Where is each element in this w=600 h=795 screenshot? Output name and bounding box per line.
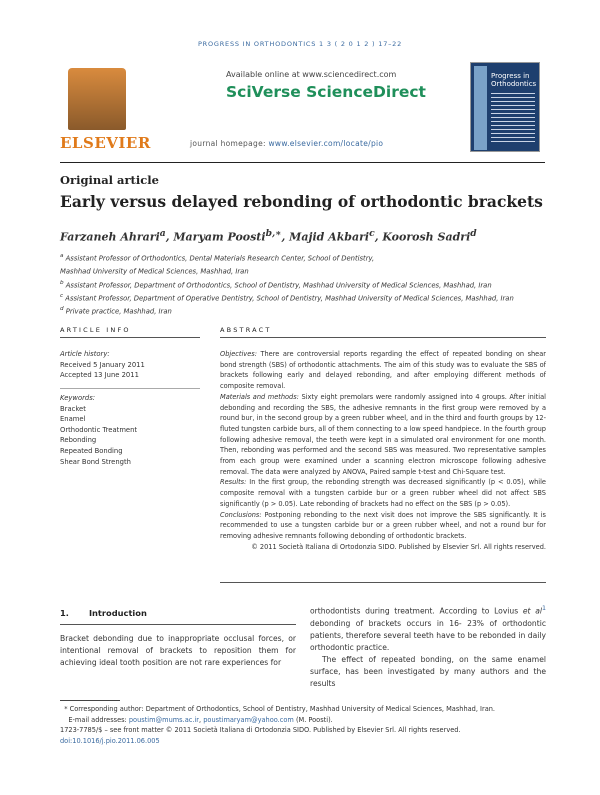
abstract-body <box>220 349 546 552</box>
affiliation-item: $^d$ Private practice, Mashhad, Iran <box>60 306 172 316</box>
author-affiliation-ref[interactable]: a <box>159 228 166 239</box>
history-label: Article history: <box>60 350 110 358</box>
running-head: PROGRESS IN ORTHODONTICS 1 3 ( 2 0 1 2 ) 17–22 <box>197 40 403 48</box>
author-name: Koorosh Sadri <box>382 230 471 244</box>
journal-masthead <box>60 62 540 160</box>
journal-homepage: journal homepage: www.elsevier.com/locate/pio <box>190 139 384 148</box>
abstract-conclusions: Conclusions: Postponing rebonding to the next visit does not improve the SBS significantly. It is recommended to use a tungsten carbide bur or a green rubber wheel, and not a round bur for removing adhesive remnants following debonding of orthodontic brackets. <box>220 510 546 540</box>
email-link[interactable]: poustimaryam@yahoo.com <box>203 715 294 724</box>
author-affiliation-ref[interactable]: d <box>470 228 477 239</box>
header-divider <box>60 162 545 163</box>
affiliations <box>60 251 550 317</box>
abstract-methods: Materials and methods: Sixty eight premolars were randomly assigned into 4 groups. After initial debonding and recording the SBS, the adhesive remnants in the first group were removed by a round bur, in the second group by a green rubber wheel, and in the third and fourth groups by 12-fluted tungsten carbide burs, all of them connecting to a low speed handpiece. In the fourth group following adhesive removal, the teeth were kept in a simulated oral environment for one month. Then, rebonding was performed and the second SBS was measured. Two representative samples from each group were examined under a scanning electron microscope following adhesive removal. The data were analyzed by ANOVA, Paired sample t-test and Chi-Square test. <box>220 392 546 476</box>
keyword[interactable]: Enamel <box>60 415 86 424</box>
abstract-heading: ABSTRACT <box>220 326 272 334</box>
intro-paragraph-2: The effect of repeated bonding, on the same enamel surface, has been investigated by many authors and the results <box>310 654 546 689</box>
intro-paragraph-right: orthodontists during treatment. According to Lovius et $al^1$ debonding of brackets occurs in 16- 23% of orthodontic patients, therefore several teeth have to be rebonded in daily orthodontic practice. The effect of repeated bonding, on the same enamel surface, has been investigated by many authors and the results <box>310 603 546 690</box>
publisher-name: ELSEVIER <box>60 134 151 152</box>
keyword[interactable]: Shear Bond Strength <box>60 457 131 466</box>
sciencedirect-block <box>226 62 456 101</box>
corresponding-author-note: * Corresponding author: Department of Orthodontics, School of Dentistry, Mashhad University of Medical Sciences, Mashhad, Iran. <box>60 705 496 713</box>
keywords <box>60 393 200 467</box>
citation-ref[interactable]: 1 <box>541 605 546 612</box>
abstract-objectives: Objectives: There are controversial reports regarding the effect of repeated bonding on shear bond strength (SBS) of orthodontic attachments. The aim of this study was to evaluate the SBS of brackets following early and delayed rebonding, and after employing different methods of composite removal. <box>220 350 546 391</box>
abstract-copyright: © 2011 Società Italiana di Ortodonzia SIDO. Published by Elsevier Srl. All rights reserved. <box>251 542 546 551</box>
issn-line: 1723-7785/$ – see front matter © 2011 Società Italiana di Ortodonzia SIDO. Published by Elsevier Srl. All rights reserved. <box>60 726 461 734</box>
keyword[interactable]: Bracket <box>60 404 86 413</box>
doi-link[interactable]: doi:10.1016/j.pio.2011.06.005 <box>60 736 160 745</box>
accepted-date: Accepted 13 June 2011 <box>60 371 139 380</box>
email-link[interactable]: poustim@mums.ac.ir <box>128 715 200 724</box>
intro-paragraph-left: Bracket debonding due to inappropriate occlusal forces, or intentional removal of brackets to reposition them for achieving ideal tooth position are not rare experiences for <box>60 634 296 668</box>
keyword[interactable]: Orthodontic Treatment <box>60 425 138 434</box>
sciencedirect-link[interactable]: www.sciencedirect.com <box>302 70 397 79</box>
footnotes <box>60 704 550 746</box>
journal-homepage-link[interactable]: www.elsevier.com/locate/pio <box>268 139 384 148</box>
author-name: Majid Akbari <box>289 230 370 244</box>
cover-title: Progress in Orthodontics <box>491 72 537 88</box>
affiliation-item: $^c$ Assistant Professor, Department of Operative Dentistry, School of Dentistry, Mashhad University of Medical Sciences, Mashhad, Iran <box>60 292 514 303</box>
affiliation-item: Mashhad University of Medical Sciences, Mashhad, Iran <box>60 267 249 276</box>
article-type: Original article <box>60 173 159 187</box>
author-list: Farzaneh Ahrari$^a$, Maryam Poosti$^{b,∗}$, Majid Akbari$^c$, Koorosh Sadri$^d$ <box>60 228 477 244</box>
author-affiliation-ref[interactable]: c <box>369 228 375 239</box>
author-name: Maryam Poosti <box>173 230 266 244</box>
email-note: E-mail addresses: poustim@mums.ac.ir, poustimaryam@yahoo.com (M. Poosti). <box>68 715 333 724</box>
article-info-heading: ARTICLE INFO <box>60 326 131 334</box>
keywords-label: Keywords: <box>60 394 96 402</box>
sciverse-brand: SciVerse ScienceDirect <box>226 83 426 101</box>
elsevier-tree-icon <box>68 68 126 130</box>
journal-cover-image <box>470 62 540 152</box>
elsevier-logo <box>60 62 151 152</box>
author-name: Farzaneh Ahrari <box>60 230 160 244</box>
affiliation-item: $^b$ Assistant Professor, Department of Orthodontics, School of Dentistry, Mashhad University of Medical Sciences, Mashhad, Iran <box>60 279 492 289</box>
article-title: Early versus delayed rebonding of orthodontic brackets <box>60 192 543 211</box>
article-history <box>60 349 200 381</box>
affiliation-item: $^a$ Assistant Professor of Orthodontics, Dental Materials Research Center, School of Dentistry, <box>60 253 375 263</box>
section-title: Introduction <box>88 608 147 618</box>
available-online: Available online at www.sciencedirect.com <box>226 70 397 79</box>
received-date: Received 5 January 2011 <box>60 360 145 369</box>
keyword[interactable]: Rebonding <box>60 436 97 445</box>
keyword[interactable]: Repeated Bonding <box>60 446 123 455</box>
author-affiliation-ref[interactable]: b,∗ <box>265 228 282 239</box>
section-number: 1. <box>60 608 69 618</box>
abstract-results: Results: In the first group, the rebonding strength was decreased significantly (p < 0.05), while composite removal with a tungsten carbide bur or a green rubber wheel did not affect SBS significantly (p > 0.05). Late rebonding of brackets had no effect on the SBS (p > 0.05). <box>220 478 546 508</box>
section-heading <box>60 608 167 618</box>
